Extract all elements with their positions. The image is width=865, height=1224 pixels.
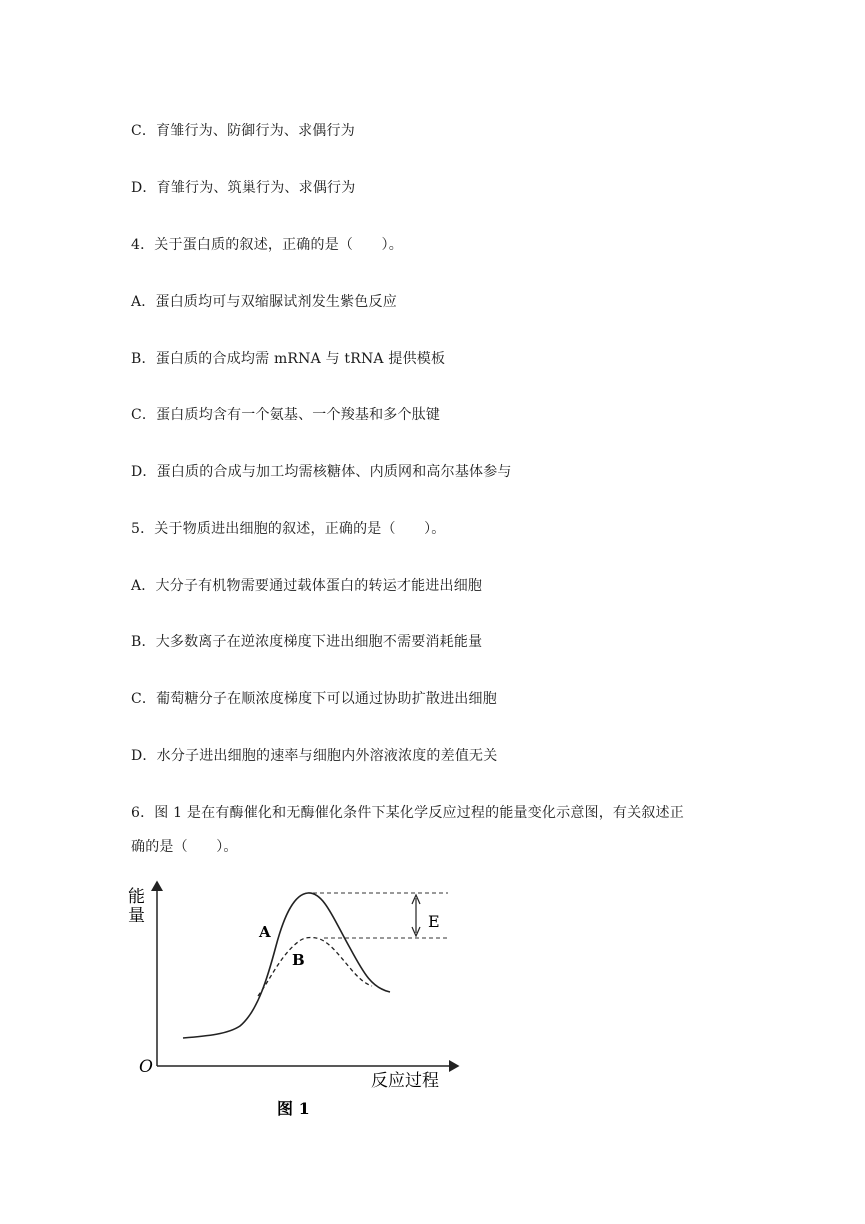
- curve-b: [258, 937, 372, 996]
- option-4d: D．蛋白质的合成与加工均需核糖体、内质网和高尔基体参与: [131, 464, 512, 480]
- option-5d: D．水分子进出细胞的速率与细胞内外溶液浓度的差值无关: [131, 748, 498, 764]
- y-axis-label-top: 能: [128, 887, 145, 907]
- origin-label: O: [139, 1057, 153, 1077]
- curve-a-label: A: [259, 923, 271, 941]
- question-4-stem: 4．关于蛋白质的叙述，正确的是（ ）。: [131, 237, 403, 253]
- curve-a: [183, 893, 390, 1038]
- question-6-stem-line1: 6．图 1 是在有酶催化和无酶催化条件下某化学反应过程的能量变化示意图，有关叙述正: [131, 805, 684, 821]
- x-axis-label: 反应过程: [371, 1071, 439, 1091]
- curve-b-label: B: [292, 951, 305, 969]
- option-4a: A．蛋白质均可与双缩脲试剂发生紫色反应: [131, 294, 397, 310]
- option-5a: A．大分子有机物需要通过载体蛋白的转运才能进出细胞: [131, 578, 483, 594]
- option-3d: D．育雏行为、筑巢行为、求偶行为: [131, 180, 356, 196]
- energy-difference-label: E: [428, 912, 440, 931]
- y-axis-label-bottom: 量: [128, 906, 145, 926]
- figure-caption: 图 1: [277, 1099, 310, 1118]
- option-5b: B．大多数离子在逆浓度梯度下进出细胞不需要消耗能量: [131, 634, 483, 650]
- question-5-stem: 5．关于物质进出细胞的叙述，正确的是（ ）。: [131, 521, 446, 537]
- option-3c: C．育雏行为、防御行为、求偶行为: [131, 123, 355, 139]
- option-4b: B．蛋白质的合成均需 mRNA 与 tRNA 提供模板: [131, 351, 446, 367]
- option-4c: C．蛋白质均含有一个氨基、一个羧基和多个肽键: [131, 407, 441, 423]
- option-5c: C．葡萄糖分子在顺浓度梯度下可以通过协助扩散进出细胞: [131, 691, 497, 707]
- question-6-stem-line2: 确的是（ ）。: [131, 839, 238, 855]
- energy-diagram: [128, 876, 468, 1121]
